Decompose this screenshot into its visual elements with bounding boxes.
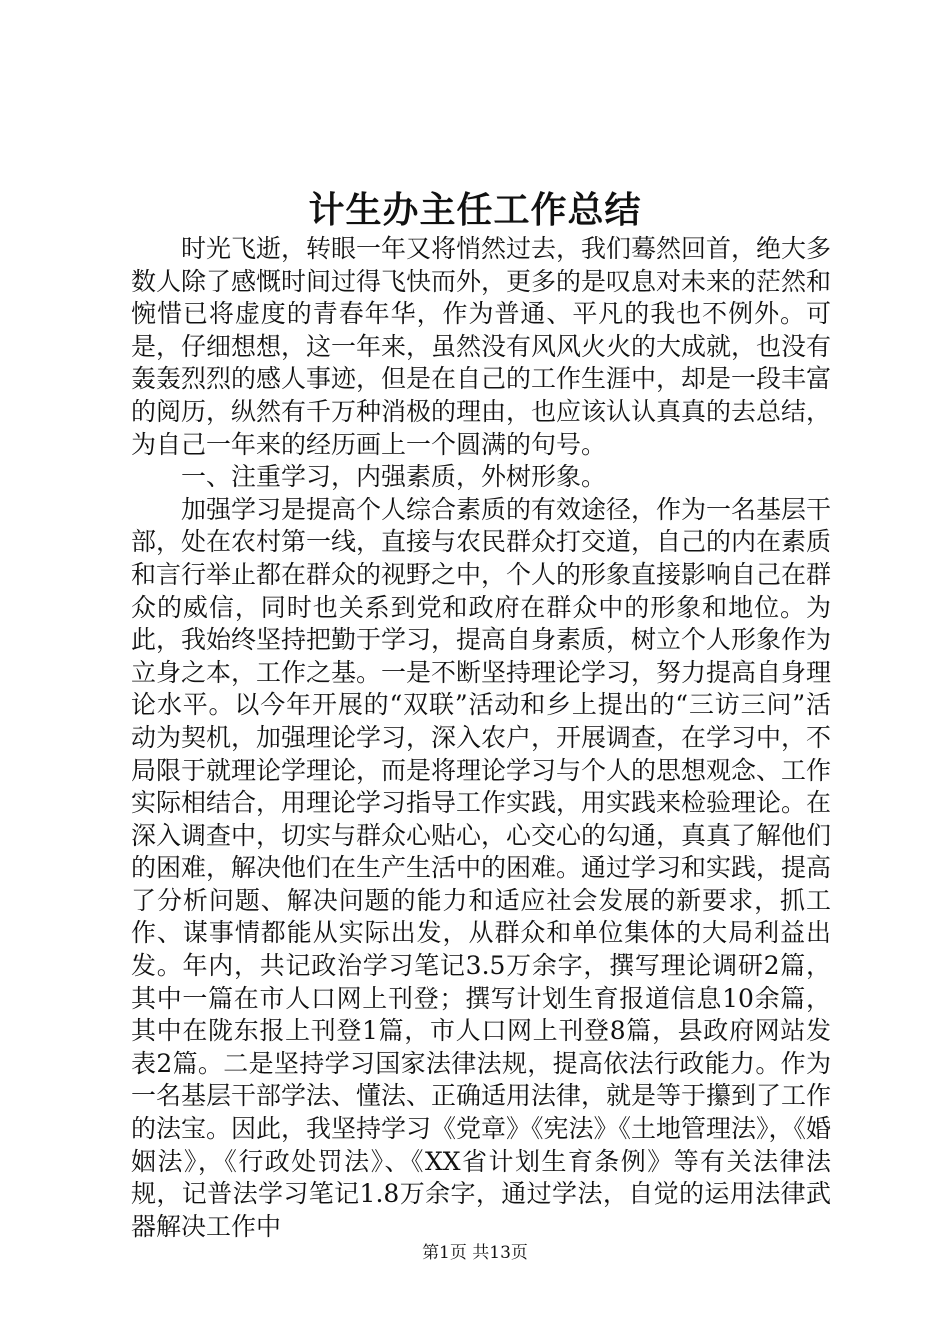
document-title: 计生办主任工作总结: [308, 189, 642, 231]
paragraph-study: 加强学习是提高个人综合素质的有效途径，作为一名基层干部，处在农村第一线，直接与农民群众打交道，自己的内在素质和言行举止都在群众的视野之中，个人的形象直接影响自己在群众的威信，同时也关系到党和政府在群众中的形象和地位。为此，我始终坚持把勤于学习，提高自身素质，树立个人形象作为立身之本，工作之基。一是不断坚持理论学习，努力提高自身理论水平。以今年开展的“双联”活动和乡上提出的“三访三问”活动为契机，加强理论学习，深入农户，开展调查，在学习中，不局限于就理论学理论，而是将理论学习与个人的思想观念、工作实际相结合，用理论学习指导工作实践，用实践来检验理论。在深入调查中，切实与群众心贴心，心交心的勾通，真真了解他们的困难，解决他们在生产生活中的困难。通过学习和实践，提高了分析问题、解决问题的能力和适应社会发展的新要求，抓工作、谋事情都能从实际出发，从群众和单位集体的大局利益出发。年内，共记政治学习笔记3.5万余字，撰写理论调研2篇，其中一篇在市人口网上刊登；撰写计划生育报道信息10余篇，其中在陇东报上刊登1篇，市人口网上刊登8篇，县政府网站发表2篇。二是坚持学习国家法律法规，提高依法行政能力。作为一名基层干部学法、懂法、正确适用法律，就是等于攥到了工作的法宝。因此，我坚持学习《党章》《宪法》《土地管理法》，《婚姻法》，《行政处罚法》、《XX省计划生育条例》等有关法律法规，记普法学习笔记1.8万余字，通过学法，自觉的运用法律武器解决工作中: [131, 494, 832, 1241]
section-heading-1: 一、注重学习，内强素质，外树形象。: [181, 462, 607, 492]
page-number-footer: 第1页 共13页: [422, 1243, 528, 1263]
document-body: [131, 233, 831, 1243]
paragraph-intro: 时光飞逝，转眼一年又将悄然过去，我们蓦然回首，绝大多数人除了感慨时间过得飞快而外，更多的是叹息对未来的茫然和惋惜已将虚度的青春年华，作为普通、平凡的我也不例外。可是，仔细想想，这一年来，虽然没有风风火火的大成就，也没有轰轰烈烈的感人事迹，但是在自己的工作生涯中，却是一段丰富的阅历，纵然有千万种消极的理由，也应该认认真真的去总结，为自己一年来的经历画上一个圆满的句号。: [131, 234, 832, 459]
